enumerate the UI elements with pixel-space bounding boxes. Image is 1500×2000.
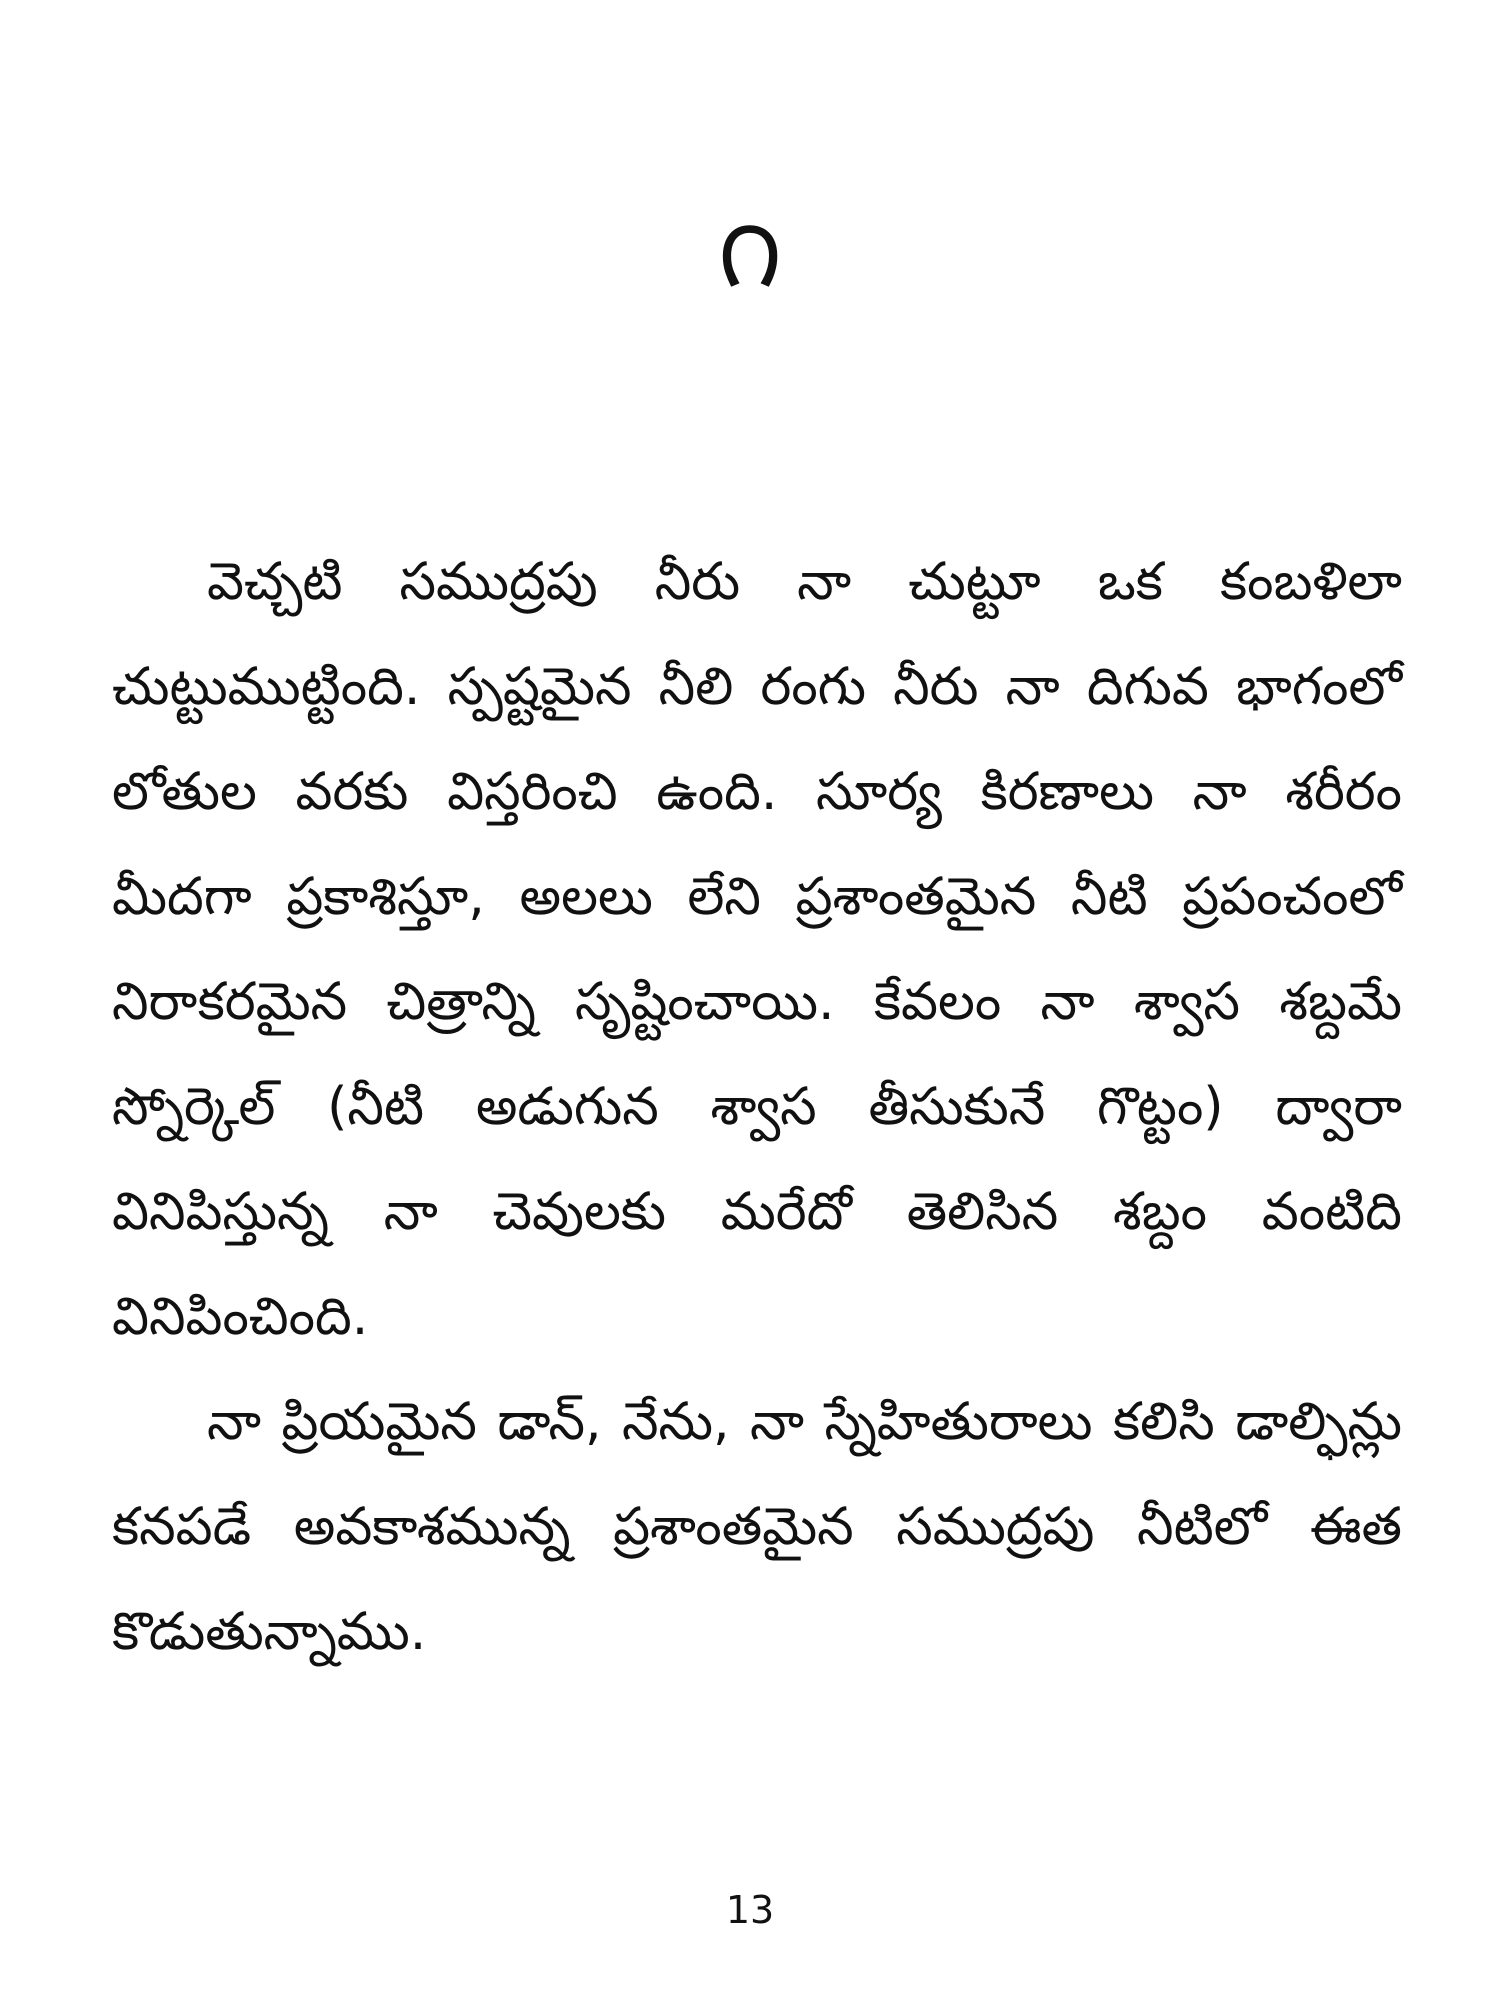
chapter-number: ౧ <box>718 197 782 309</box>
page-number: 13 <box>725 1888 775 1932</box>
body-text <box>112 530 1402 1685</box>
paragraph-2: నా ప్రియమైన డాన్, నేను, నా స్నేహితురాలు కలిసి డాల్ఫిన్లు కనపడే అవకాశమున్న ప్రశాంతమైన సముద్రపు నీటిలో ఈత కొడుతున్నాము. <box>112 1392 1402 1662</box>
paragraph-1: వెచ్చటి సముద్రపు నీరు నా చుట్టూ ఒక కంబళిలా చుట్టుముట్టింది. స్పష్టమైన నీలి రంగు నీరు నా దిగువ భాగంలో లోతుల వరకు విస్తరించి ఉంది. సూర్య కిరణాలు నా శరీరం మీదగా ప్రకాశిస్తూ, అలలు లేని ప్రశాంతమైన నీటి ప్రపంచంలో నిరాకరమైన చిత్రాన్ని సృష్టించాయి. కేవలం నా శ్వాస శబ్దమే స్నోర్కెల్ (నీటి అడుగున శ్వాస తీసుకునే గొట్టం) ద్వారా వినిపిస్తున్న నా చెవులకు మరేదో తెలిసిన శబ్దం వంటిది వినిపించింది. <box>112 552 1402 1347</box>
